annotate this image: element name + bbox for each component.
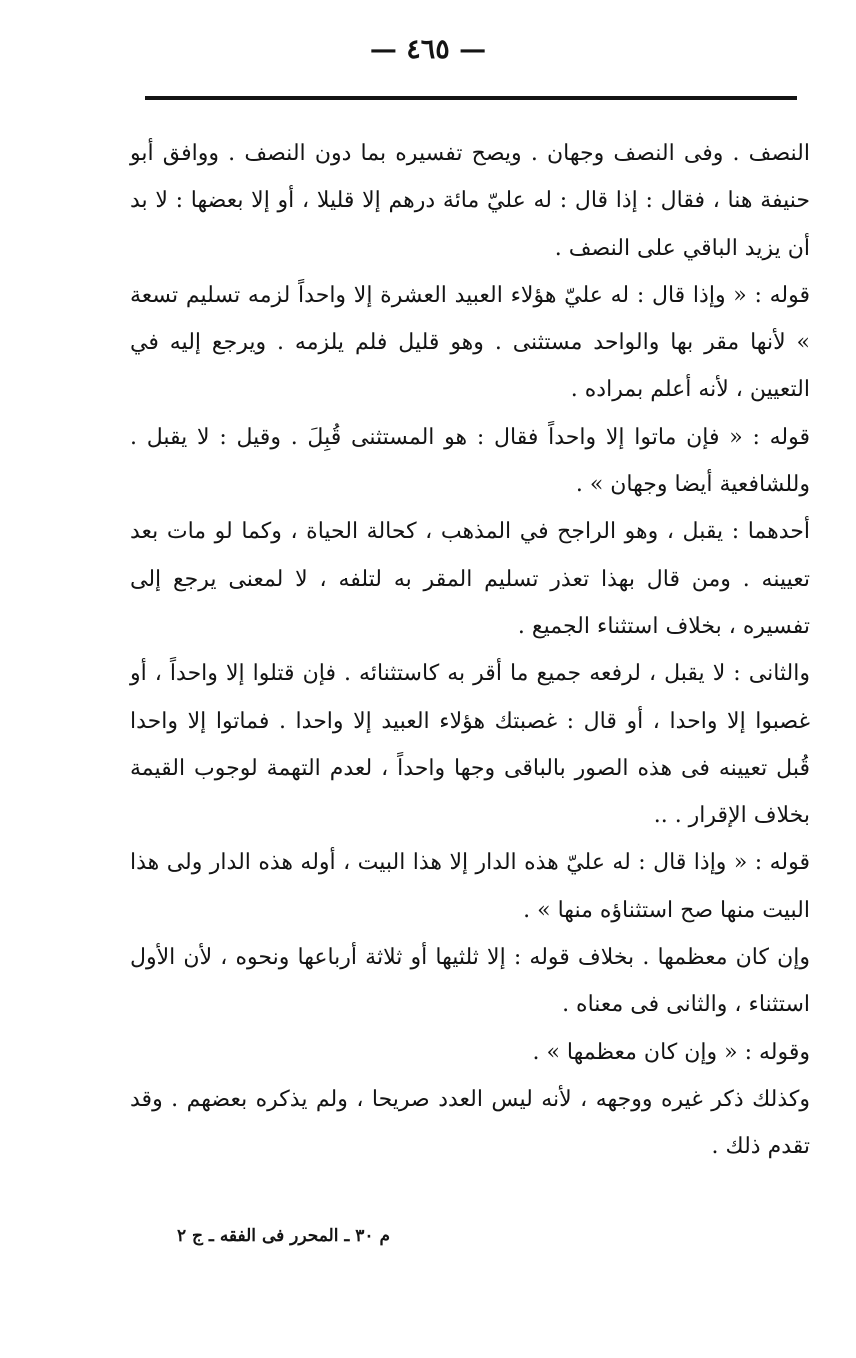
header-rule — [145, 96, 797, 100]
body-text — [130, 130, 810, 1171]
paragraph: قوله : « فإن ماتوا إلا واحداً فقال : هو المستثنى قُبِلَ . وقيل : لا يقبل . وللشافعية أيضا وجهان » . — [130, 424, 810, 498]
paragraph: أحدهما : يقبل ، وهو الراجح في المذهب ، كحالة الحياة ، وكما لو مات بعد تعيينه . ومن قال بهذا تعذر تسليم المقر به لتلفه ، لا لمعنى يرجع إلى تفسيره ، بخلاف استثناء الجميع . — [130, 519, 811, 639]
page-number: — ٤٦٥ — — [369, 34, 487, 65]
paragraph: وقوله : « وإن كان معظمها » . — [532, 1039, 810, 1065]
paragraph: النصف . وفى النصف وجهان . ويصح تفسيره بما دون النصف . ووافق أبو حنيفة هنا ، فقال : إذا قال : له عليّ مائة درهم إلا قليلا ، أو إلا بعضها : لا بد أن يزيد الباقي على النصف . — [130, 141, 810, 261]
paragraph: وإن كان معظمها . بخلاف قوله : إلا ثلثيها أو ثلاثة أرباعها ونحوه ، لأن الأول استثناء ، والثانى فى معناه . — [130, 945, 810, 1018]
paragraph: قوله : « وإذا قال : له عليّ هذه الدار إلا هذا البيت ، أوله هذه الدار ولى هذا البيت منها صح استثناؤه منها » . — [130, 850, 810, 923]
footer-signature: م ٣٠ ـ المحرر فى الفقه ـ ج ٢ — [176, 1226, 390, 1246]
paragraph: والثانى : لا يقبل ، لرفعه جميع ما أقر به كاستثنائه . فإن قتلوا إلا واحداً ، أو غصبوا إلا واحدا ، أو قال : غصبتك هؤلاء العبيد إلا واحدا . فماتوا إلا واحدا قُبل تعيينه فى هذه الصور بالباقى وجها واحداً ، لعدم التهمة لوجوب القيمة بخلاف الإقرار . .. — [130, 661, 810, 829]
paragraph: وكذلك ذكر غيره ووجهه ، لأنه ليس العدد صريحا ، ولم يذكره بعضهم . وقد تقدم ذلك . — [130, 1086, 810, 1160]
paragraph: قوله : « وإذا قال : له عليّ هؤلاء العبيد العشرة إلا واحداً لزمه تسليم تسعة » لأنها مقر بها والواحد مستثنى . وهو قليل فلم يلزمه . ويرجع إليه في التعيين ، لأنه أعلم بمراده . — [130, 282, 810, 403]
